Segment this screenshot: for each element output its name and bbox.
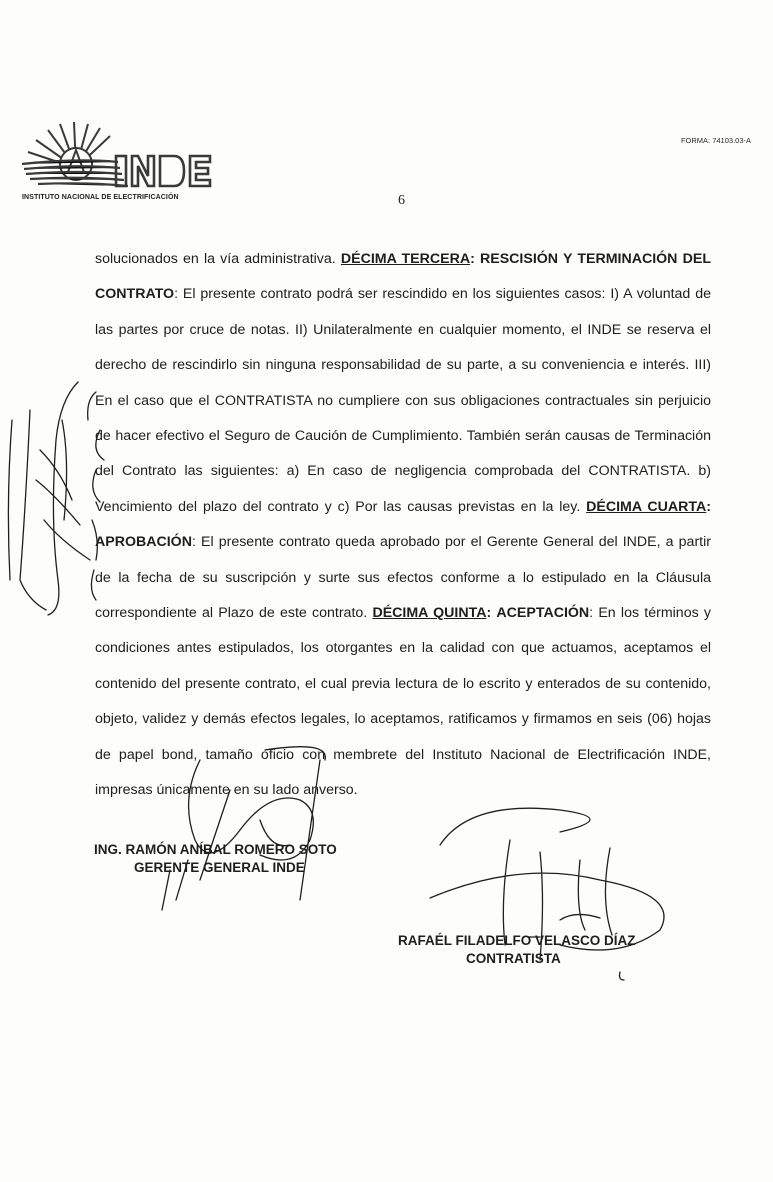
contractor-role: CONTRATISTA [466,951,561,966]
clause-14-title: : APROBACIÓN [95,498,711,551]
para-4: : En los términos y condiciones antes estipulados, los otorgantes en la calidad con que actuamos, aceptamos el contenido del presente contrato, el cual previa lectura de lo escrito y enterados de su contenido, objeto, validez y demás efectos legales, lo aceptamos, ratificamos y firmamos en seis (06) hojas de papel bond, tamaño oficio con membrete del Instituto Nacional de Electrificación INDE, impresas únicamente en su lado anverso. [95,605,712,799]
para-1: solucionados en la vía administrativa. [95,251,341,267]
margin-initials [48,382,78,615]
contract-body [95,242,711,809]
signature-block-manager [94,841,394,877]
manager-name: ING. RAMÓN ANÍBAL ROMERO SOTO [94,842,337,857]
inde-logo [18,118,218,208]
clause-13-title: : RESCISIÓN Y TERMINACIÓN DEL CONTRATO [95,251,711,303]
contractor-name: RAFAÉL FILADELFO VELASCO DÍAZ [398,933,636,948]
clause-15-colon: : [486,605,492,622]
clause-15-label: DÉCIMA QUINTA [372,605,487,622]
para-3: : El presente contrato queda aprobado por el Gerente General del INDE, a partir de la fecha de su suscripción y surte sus efectos conforme a lo estipulado en la Cláusula correspondiente al Plazo de este contrato. [95,534,711,622]
page-number: 6 [398,193,405,208]
clause-13-label: DÉCIMA TERCERA [340,251,471,267]
form-code: FORMA: 74103.03-A [680,136,751,145]
para-2: : El presente contrato podrá ser rescindido en los siguientes casos: I) A voluntad de las partes por cruce de notas. II) Unilateralmente en cualquier momento, el INDE se reserva el derecho de rescindirlo sin ninguna responsabilidad de su parte, a su conveniencia e interés. III) En el caso que el CONTRATISTA no cumpliere con sus obligaciones contractuales sin perjuicio de hacer efectivo el Seguro de Caución de Cumplimiento. También serán causas de Terminación del Contrato las siguientes: a) En caso de negligencia comprobada del CONTRATISTA. b) Vencimiento del plazo del contrato y c) Por las causas previstas en la ley. [95,286,711,515]
clause-14-label: DÉCIMA CUARTA [586,498,707,515]
manager-role: GERENTE GENERAL INDE [134,860,305,875]
logo-caption: INSTITUTO NACIONAL DE ELECTRIFICACIÓN [22,194,179,201]
clause-15-title: ACEPTACIÓN [496,605,590,622]
inde-logo-mark [18,118,218,196]
signature-block-contractor [398,932,698,968]
